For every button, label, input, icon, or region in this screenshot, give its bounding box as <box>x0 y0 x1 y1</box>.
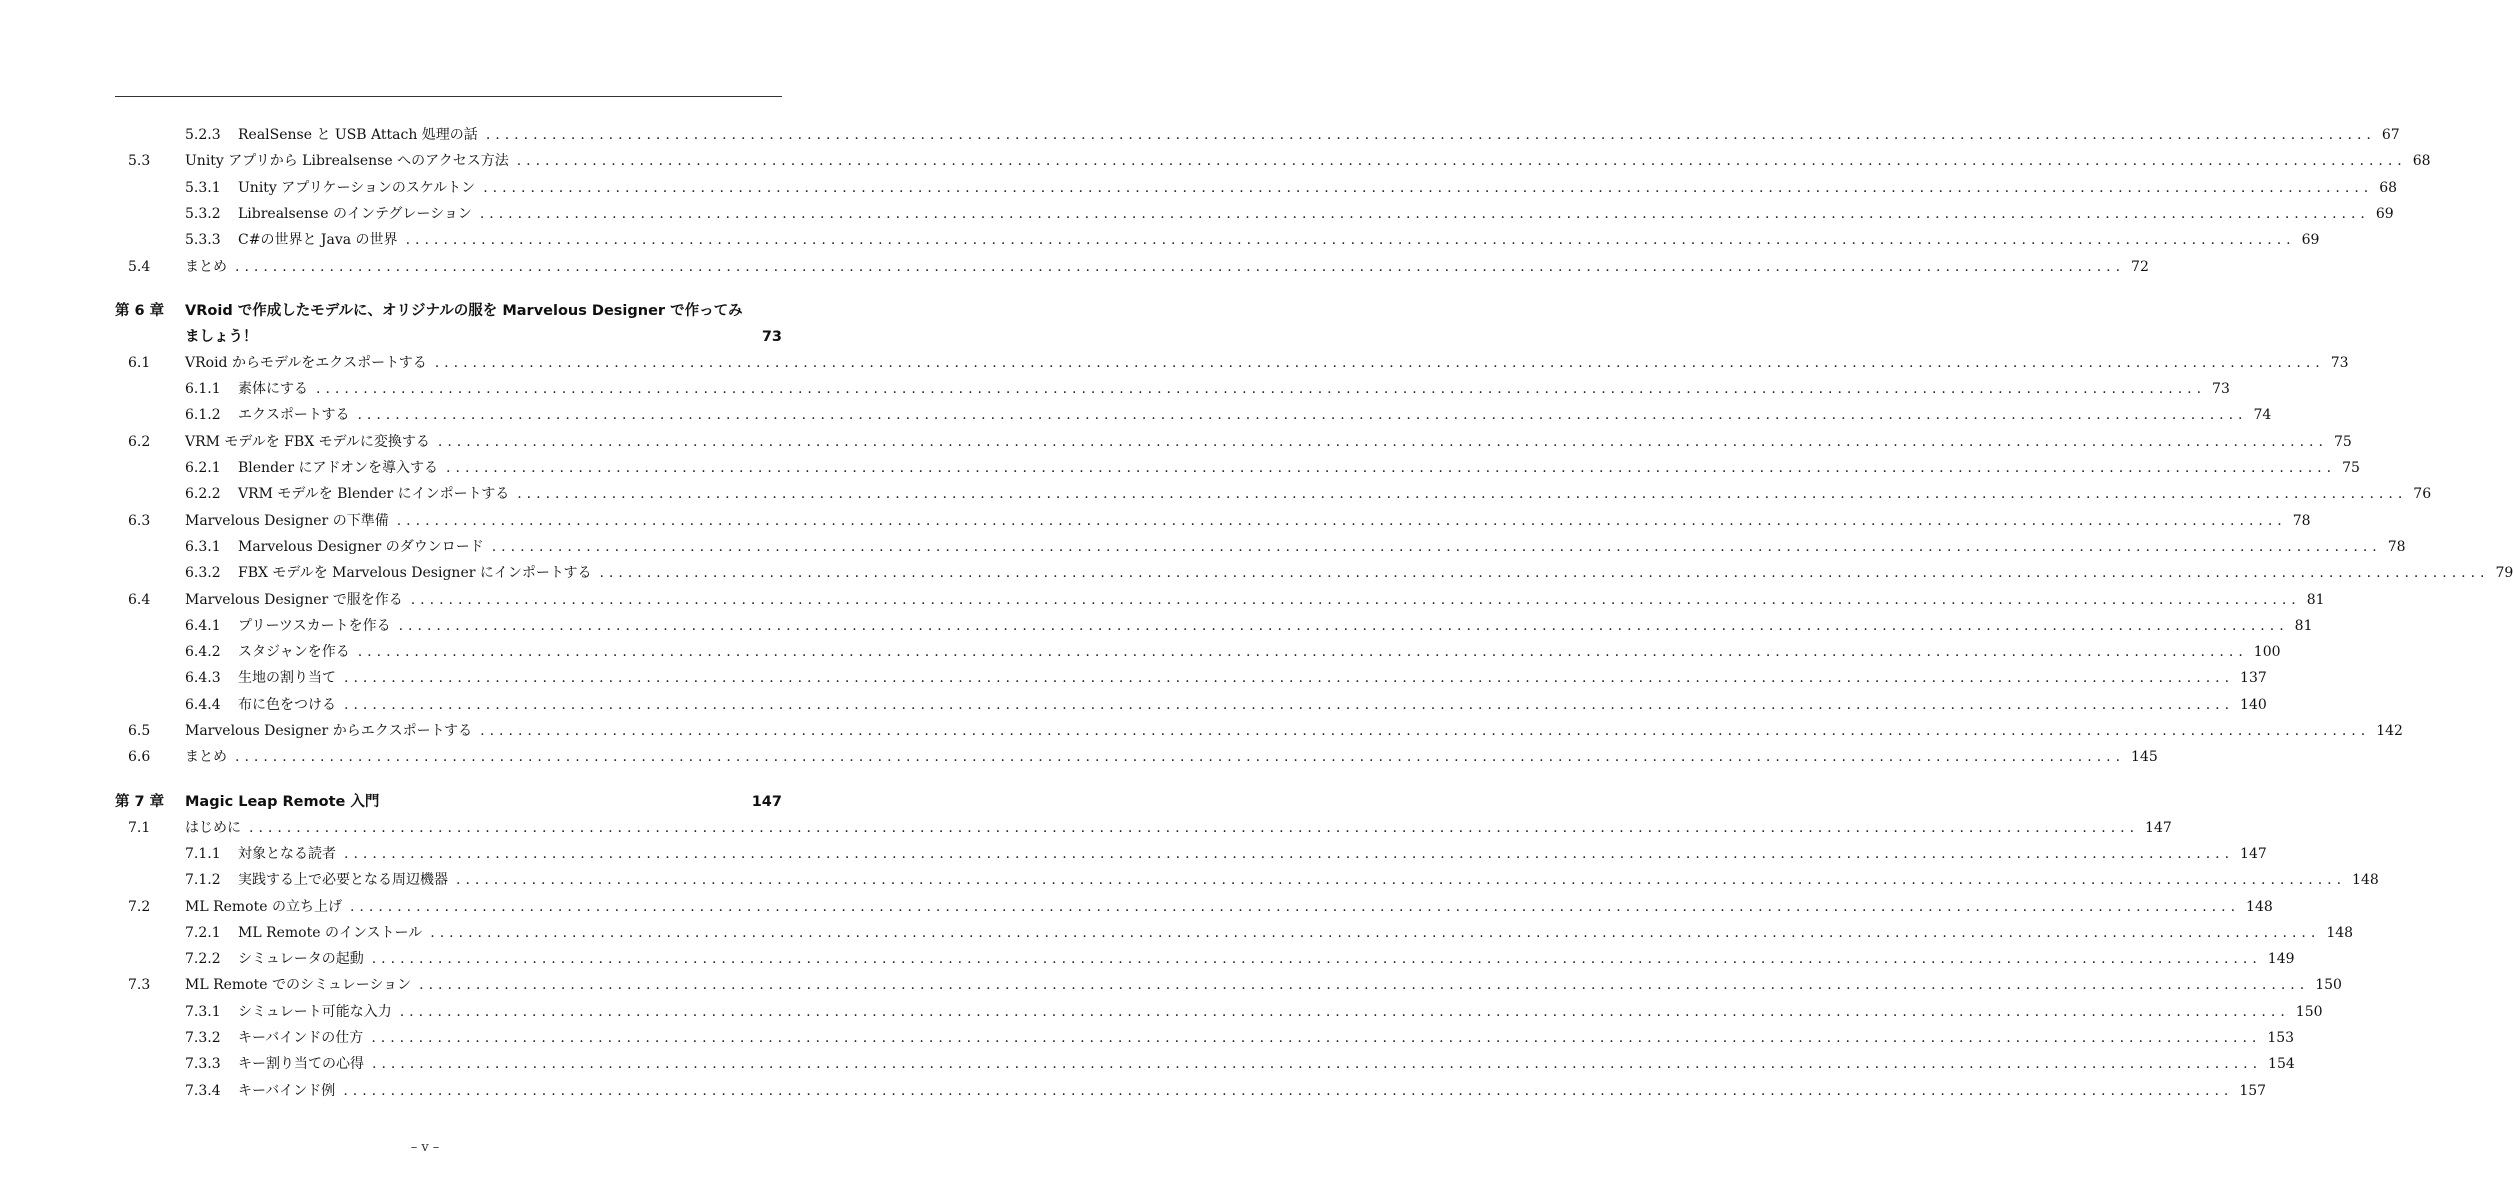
toc-subsection[interactable] <box>0 641 2281 663</box>
entry-number: 7.1.2 <box>185 872 221 889</box>
toc-subsection[interactable] <box>0 667 2267 689</box>
entry-page: 148 <box>2326 924 2354 941</box>
entry-title: シミュレータの起動 <box>238 951 364 968</box>
dot-leader: ........................................................................................................................................................................................................ <box>517 486 2408 503</box>
entry-page: 75 <box>2342 460 2360 476</box>
entry-page: 79 <box>2495 565 2513 582</box>
toc-subsection[interactable] <box>0 843 2267 865</box>
entry-page: 142 <box>2376 723 2403 739</box>
dot-leader: ........................................................................................................................................................................................................ <box>491 538 2382 555</box>
toc-subsection[interactable] <box>0 1001 2323 1023</box>
entry-number: 5.3.2 <box>185 205 221 222</box>
toc-subsection[interactable] <box>0 562 2513 584</box>
entry-page: 137 <box>2240 670 2267 687</box>
entry-page: 73 <box>2212 381 2230 398</box>
entry-page: 74 <box>2253 407 2272 424</box>
toc-section[interactable] <box>0 150 2431 172</box>
entry-title: FBX モデルを Marvelous Designer にインポートする <box>238 565 592 582</box>
entry-title: Blender にアドオンを導入する <box>238 460 439 476</box>
entry-number: 7.1 <box>128 819 151 836</box>
toc-subsection[interactable] <box>0 536 2406 558</box>
toc-subsection[interactable] <box>0 948 2295 970</box>
entry-title: プリーツスカートを作る <box>238 617 391 634</box>
entry-title: はじめに <box>185 819 241 836</box>
toc-section[interactable] <box>0 589 2325 611</box>
entry-page: 148 <box>2352 872 2379 889</box>
entry-number: 6.4.1 <box>185 617 221 634</box>
chapter-title: Magic Leap Remote 入門 <box>185 793 380 810</box>
entry-number: 6.3.1 <box>185 538 221 555</box>
dot-leader: ........................................................................................................................................................................................................ <box>599 565 2490 582</box>
entry-page: 75 <box>2333 433 2352 450</box>
entry-title: キーバインドの仕方 <box>238 1030 364 1046</box>
entry-number: 5.3 <box>128 153 151 170</box>
toc-section[interactable] <box>0 896 2273 918</box>
entry-number: 7.3.4 <box>185 1082 221 1099</box>
entry-number: 6.5 <box>128 723 151 739</box>
dot-leader: ........................................................................................................................................................................................................ <box>456 872 2347 889</box>
entry-page: 76 <box>2413 486 2432 503</box>
entry-number: 5.3.3 <box>185 232 221 249</box>
toc-section[interactable] <box>0 746 2158 768</box>
dot-leader: ........................................................................................................................................................................................................ <box>410 591 2301 608</box>
entry-title: Unity アプリから Librealsense へのアクセス方法 <box>185 153 509 170</box>
toc-subsection[interactable] <box>0 694 2267 716</box>
dot-leader: ........................................................................................................................................................................................................ <box>357 407 2248 424</box>
entry-title: ML Remote の立ち上げ <box>185 898 342 915</box>
dot-leader: ........................................................................................................................................................................................................ <box>479 205 2370 222</box>
entry-page: 153 <box>2267 1030 2295 1046</box>
entry-title: C#の世界と Java の世界 <box>238 232 398 249</box>
entry-title: Librealsense のインテグレーション <box>238 205 472 222</box>
entry-title: Unity アプリケーションのスケルトン <box>238 179 476 196</box>
entry-title: 素体にする <box>238 381 308 398</box>
entry-number: 5.2.3 <box>185 127 221 143</box>
dot-leader: ........................................................................................................................................................................................................ <box>349 898 2241 915</box>
entry-title: Marvelous Designer の下準備 <box>185 512 389 529</box>
entry-title: キーバインド例 <box>238 1082 336 1099</box>
dot-leader: ........................................................................................................................................................................................................ <box>419 977 2310 994</box>
toc-subsection[interactable] <box>0 177 2398 199</box>
entry-number: 6.1 <box>128 354 151 371</box>
entry-number: 6.4.2 <box>185 644 221 661</box>
entry-number: 6.3.2 <box>185 565 221 582</box>
toc-section[interactable] <box>0 256 2149 278</box>
toc-subsection[interactable] <box>0 229 2320 251</box>
toc-subsection[interactable] <box>0 1027 2295 1049</box>
entry-page: 81 <box>2294 617 2313 634</box>
chapter-page: 73 <box>761 328 782 345</box>
toc-section[interactable] <box>0 974 2342 996</box>
toc-section[interactable] <box>0 352 2349 374</box>
entry-page: 147 <box>2145 819 2172 836</box>
entry-number: 5.3.1 <box>185 179 221 196</box>
entry-page: 154 <box>2268 1056 2295 1073</box>
dot-leader: ........................................................................................................................................................................................................ <box>372 1056 2263 1073</box>
dot-leader: ........................................................................................................................................................................................................ <box>399 1003 2290 1020</box>
entry-number: 6.6 <box>128 749 151 766</box>
dot-leader: ........................................................................................................................................................................................................ <box>485 127 2376 143</box>
entry-page: 68 <box>2412 153 2431 170</box>
entry-title: 生地の割り当て <box>238 670 336 687</box>
entry-page: 69 <box>2375 205 2394 222</box>
dot-leader: ........................................................................................................................................................................................................ <box>437 433 2328 450</box>
entry-title: 対象となる読者 <box>238 845 336 862</box>
dot-leader: ........................................................................................................................................................................................................ <box>446 460 2337 476</box>
entry-title: Marvelous Designer のダウンロード <box>238 538 484 555</box>
dot-leader: ........................................................................................................................................................................................................ <box>430 924 2321 941</box>
entry-number: 6.1.2 <box>185 407 221 424</box>
entry-number: 7.3.1 <box>185 1003 221 1020</box>
chapter-number: 第 7 章 <box>115 793 165 810</box>
entry-number: 7.3 <box>128 977 151 994</box>
entry-number: 7.2.1 <box>185 924 221 941</box>
entry-title: ML Remote のインストール <box>238 924 423 941</box>
entry-page: 150 <box>2295 1003 2323 1020</box>
toc-section[interactable] <box>0 720 2403 742</box>
toc-subsection[interactable] <box>0 203 2394 225</box>
entry-page: 149 <box>2267 951 2295 968</box>
entry-title: VRM モデルを Blender にインポートする <box>238 486 510 503</box>
entry-number: 6.4 <box>128 591 151 608</box>
entry-title: VRM モデルを FBX モデルに変換する <box>185 433 430 450</box>
dot-leader: ........................................................................................................................................................................................................ <box>343 1082 2234 1099</box>
chapter-page: 147 <box>751 793 782 810</box>
dot-leader: ........................................................................................................................................................................................................ <box>396 512 2287 529</box>
toc-section[interactable] <box>0 431 2352 453</box>
entry-number: 6.4.3 <box>185 670 221 687</box>
entry-page: 67 <box>2381 127 2400 143</box>
toc-section[interactable] <box>0 817 2172 839</box>
entry-title: スタジャンを作る <box>238 644 350 661</box>
entry-title: Marvelous Designer で服を作る <box>185 591 403 608</box>
toc-subsection[interactable] <box>0 378 2230 400</box>
entry-number: 6.1.1 <box>185 381 221 398</box>
entry-number: 7.2.2 <box>185 951 221 968</box>
dot-leader: ........................................................................................................................................................................................................ <box>483 179 2374 196</box>
entry-title: キー割り当ての心得 <box>238 1056 364 1073</box>
toc-subsection[interactable] <box>0 483 2432 505</box>
entry-title: 実践する上で必要となる周辺機器 <box>238 872 448 889</box>
entry-number: 6.2 <box>128 433 151 450</box>
toc-subsection[interactable] <box>0 615 2313 637</box>
header-rule <box>115 96 782 97</box>
toc-subsection[interactable] <box>0 1053 2295 1075</box>
toc-subsection[interactable] <box>0 457 2360 479</box>
dot-leader: ........................................................................................................................................................................................................ <box>316 381 2207 398</box>
dot-leader: ........................................................................................................................................................................................................ <box>405 232 2296 249</box>
dot-leader: ........................................................................................................................................................................................................ <box>357 644 2248 661</box>
dot-leader: ........................................................................................................................................................................................................ <box>480 723 2371 739</box>
chapter-number: 第 6 章 <box>115 302 165 319</box>
entry-number: 6.2.1 <box>185 460 221 476</box>
dot-leader: ........................................................................................................................................................................................................ <box>249 819 2140 836</box>
entry-number: 5.4 <box>128 258 151 275</box>
dot-leader: ........................................................................................................................................................................................................ <box>371 951 2262 968</box>
entry-page: 140 <box>2240 696 2267 713</box>
entry-page: 100 <box>2253 644 2281 661</box>
dot-leader: ........................................................................................................................................................................................................ <box>344 845 2235 862</box>
entry-page: 81 <box>2306 591 2325 608</box>
entry-page: 145 <box>2131 749 2158 766</box>
entry-page: 73 <box>2330 354 2349 371</box>
dot-leader: ........................................................................................................................................................................................................ <box>371 1030 2262 1046</box>
entry-title: VRoid からモデルをエクスポートする <box>185 354 427 371</box>
entry-page: 78 <box>2292 512 2311 529</box>
entry-title: まとめ <box>185 749 227 766</box>
entry-number: 6.2.2 <box>185 486 221 503</box>
entry-number: 7.2 <box>128 898 151 915</box>
dot-leader: ........................................................................................................................................................................................................ <box>344 696 2235 713</box>
entry-title: RealSense と USB Attach 処理の話 <box>238 127 478 143</box>
entry-number: 7.1.1 <box>185 845 221 862</box>
entry-page: 147 <box>2240 845 2267 862</box>
entry-page: 72 <box>2131 258 2149 275</box>
entry-title: 布に色をつける <box>238 696 336 713</box>
entry-page: 157 <box>2239 1082 2267 1099</box>
entry-title: ML Remote でのシミュレーション <box>185 977 412 994</box>
toc-subsection[interactable] <box>0 124 2400 146</box>
toc-section[interactable] <box>0 510 2311 532</box>
toc-subsection[interactable] <box>0 1080 2267 1102</box>
dot-leader: ........................................................................................................................................................................................................ <box>398 617 2289 634</box>
dot-leader: ........................................................................................................................................................................................................ <box>235 749 2126 766</box>
toc-subsection[interactable] <box>0 922 2354 944</box>
dot-leader: ........................................................................................................................................................................................................ <box>434 354 2325 371</box>
entry-number: 7.3.3 <box>185 1056 221 1073</box>
entry-page: 68 <box>2379 179 2398 196</box>
entry-title: まとめ <box>185 258 227 275</box>
entry-page: 148 <box>2246 898 2273 915</box>
toc-subsection[interactable] <box>0 869 2379 891</box>
dot-leader: ........................................................................................................................................................................................................ <box>344 670 2235 687</box>
entry-title: シミュレート可能な入力 <box>238 1003 392 1020</box>
chapter-title: VRoid で作成したモデルに、オリジナルの服を Marvelous Designer で作ってみましょう！ <box>185 302 743 345</box>
entry-title: エクスポートする <box>238 407 350 424</box>
entry-page: 69 <box>2301 232 2320 249</box>
dot-leader: ........................................................................................................................................................................................................ <box>235 258 2126 275</box>
entry-number: 6.4.4 <box>185 696 221 713</box>
entry-page: 78 <box>2387 538 2406 555</box>
dot-leader: ........................................................................................................................................................................................................ <box>516 153 2407 170</box>
entry-title: Marvelous Designer からエクスポートする <box>185 723 473 739</box>
entry-number: 6.3 <box>128 512 151 529</box>
page-number: – v – <box>410 1140 440 1155</box>
entry-number: 7.3.2 <box>185 1030 221 1046</box>
toc-subsection[interactable] <box>0 404 2272 426</box>
entry-page: 150 <box>2315 977 2342 994</box>
